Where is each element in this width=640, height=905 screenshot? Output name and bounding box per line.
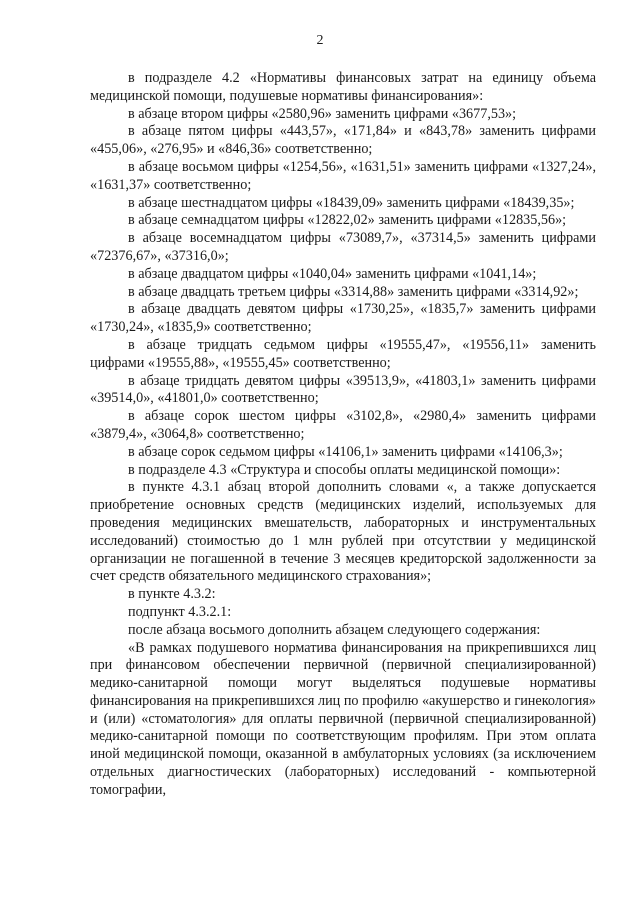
paragraph: в абзаце сорок седьмом цифры «14106,1» заменить цифрами «14106,3»; [128,443,563,460]
document-body [90,70,596,800]
page-number: 2 [316,33,324,48]
paragraph: в абзаце семнадцатом цифры «12822,02» заменить цифрами «12835,56»; [128,212,567,229]
paragraph: в абзаце втором цифры «2580,96» заменить цифрами «3677,53»; [128,105,517,122]
paragraph: в абзаце восьмом цифры «1254,56», «1631,51» заменить цифрами «1327,24», «1631,37» соответственно; [90,158,596,193]
paragraph: в абзаце пятом цифры «443,57», «171,84» и «843,78» заменить цифрами «455,06», «276,95» и «846,36» соответственно; [90,123,596,158]
paragraph: в подразделе 4.3 «Структура и способы оплаты медицинской помощи»: [128,461,561,478]
paragraph: после абзаца восьмого дополнить абзацем следующего содержания: [128,621,541,638]
paragraph: в абзаце тридцать седьмом цифры «19555,47», «19556,11» заменить цифрами «19555,88», «19555,45» соответственно; [90,336,596,371]
paragraph: в абзаце двадцатом цифры «1040,04» заменить цифрами «1041,14»; [128,265,537,282]
paragraph: в абзаце тридцать девятом цифры «39513,9», «41803,1» заменить цифрами «39514,0», «41801,0» соответственно; [90,372,596,407]
paragraph: в абзаце двадцать третьем цифры «3314,88» заменить цифрами «3314,92»; [128,283,579,300]
paragraph: в абзаце двадцать девятом цифры «1730,25», «1835,7» заменить цифрами «1730,24», «1835,9» соответственно; [90,301,596,336]
paragraph: подпункт 4.3.2.1: [128,603,232,620]
paragraph: в подразделе 4.2 «Нормативы финансовых затрат на единицу объема медицинской помощи, подушевые нормативы финансирования»: [90,70,596,104]
paragraph: в пункте 4.3.2: [128,586,216,603]
paragraph: «В рамках подушевого норматива финансирования на прикрепившихся лиц при финансовом обеспечении первичной (первичной специализированной) медико-санитарной помощи могут выделяться подушевые нормативы финансирования на прикрепившихся лиц по профилю «акушерство и гинекология» и (или) «стоматология» для оплаты первичной (первичной специализированной) медико-санитарной помощи по соответствующим профилям. При этом оплата иной медицинской помощи, оказанной в амбулаторных условиях (за исключением отдельных диагностических (лабораторных) исследований - компьютерной томографии, [90,639,596,798]
paragraph: в абзаце сорок шестом цифры «3102,8», «2980,4» заменить цифрами «3879,4», «3064,8» соответственно; [90,408,596,442]
paragraph: в абзаце восемнадцатом цифры «73089,7», «37314,5» заменить цифрами «72376,67», «37316,0»; [90,230,596,264]
paragraph: в абзаце шестнадцатом цифры «18439,09» заменить цифрами «18439,35»; [128,194,575,211]
paragraph: в пункте 4.3.1 абзац второй дополнить словами «, а также допускается приобретение основных средств (медицинских изделий, используемых для проведения медицинских вмешательств, лабораторных и инструментальных исследований) стоимостью до 1 млн рублей при отсутствии у медицинской организации не погашенной в течение 3 месяцев кредиторской задолженности за счет средств обязательного медицинского страхования»; [90,479,596,585]
